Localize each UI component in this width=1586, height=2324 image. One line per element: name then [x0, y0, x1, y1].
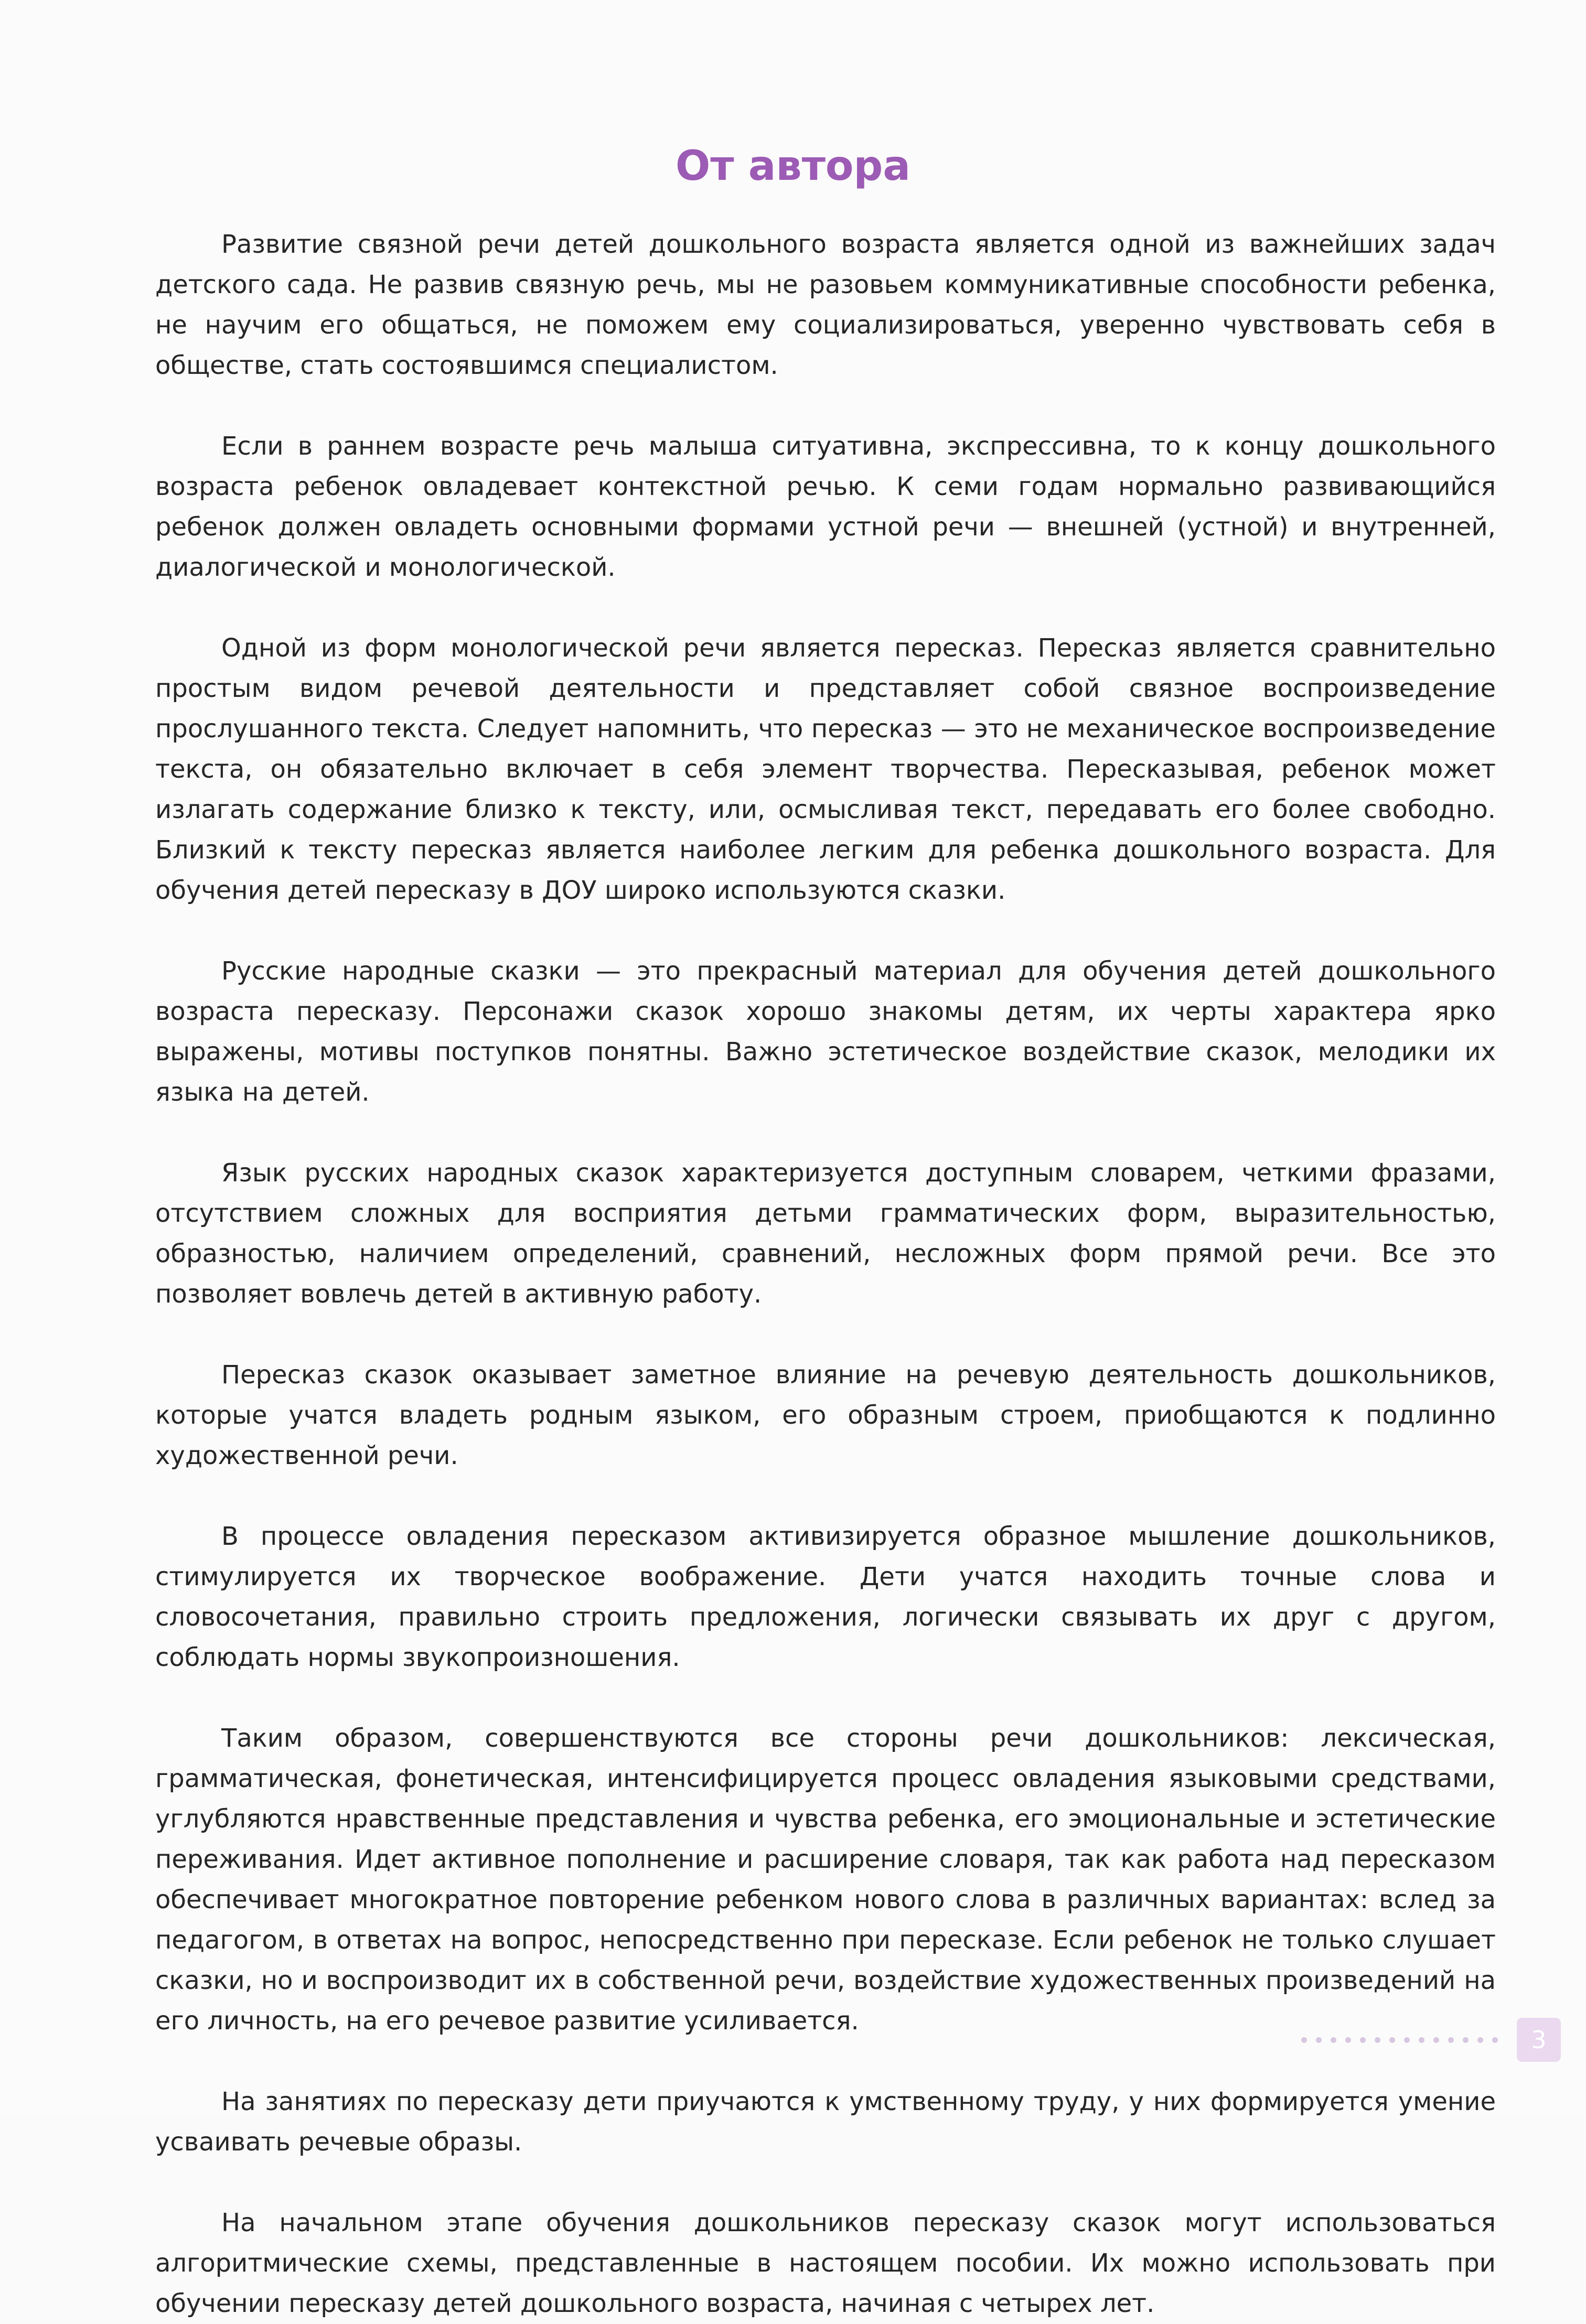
dot-decoration [1419, 2037, 1424, 2043]
dot-decoration [1448, 2037, 1454, 2043]
dot-decoration [1360, 2037, 1366, 2043]
page-number: 3 [1517, 2018, 1561, 2062]
paragraph: Одной из форм монологической речи является пересказ. Пересказ является сравнительно простым видом речевой деятельности и представляет собой связное воспроизведение прослушанного текста. Следует напомнить, что пересказ — это не механическое воспроизведение текста, он обязательно включает в себя элемент творчества. Пересказывая, ребенок может излагать содержание близко к тексту, или, осмысливая текст, передавать его более свободно. Близкий к тексту пересказ является наиболее легким для ребенка дошкольного возраста. Для обучения детей пересказу в ДОУ широко используются сказки. [155, 633, 1496, 905]
paragraph: Язык русских народных сказок характеризуется доступным словарем, четкими фразами, отсутствием сложных для восприятия детьми грамматических форм, выразительностью, образностью, наличием определений, сравнений, несложных форм прямой речи. Все это позволяет вовлечь детей в активную работу. [155, 1158, 1496, 1309]
paragraph: На занятиях по пересказу дети приучаются к умственному труду, у них формируется умение усваивать речевые образы. [155, 2087, 1496, 2157]
dot-decoration [1389, 2037, 1395, 2043]
paragraph: Если в раннем возрасте речь малыша ситуативна, экспрессивна, то к концу дошкольного возраста ребенок овладевает контекстной речью. К семи годам нормально развивающийся ребенок должен овладеть основными формами устной речи — внешней (устной) и внутренней, диалогической и монологической. [155, 432, 1496, 582]
paragraph: Таким образом, совершенствуются все стороны речи дошкольников: лексическая, грамматическая, фонетическая, интенсифицируется процесс овладения языковыми средствами, углубляются нравственные представления и чувства ребенка, его эмоциональные и эстетические переживания. Идет активное пополнение и расширение словаря, так как работа над пересказом обеспечивает многократное повторение ребенком нового слова в различных вариантах: вслед за педагогом, в ответах на вопрос, непосредственно при пересказе. Если ребенок не только слушает сказки, но и воспроизводит их в собственной речи, воздействие художественных произведений на его личность, на его речевое развитие усиливается. [155, 1724, 1496, 2036]
paragraph: Развитие связной речи детей дошкольного возраста является одной из важнейших задач детского сада. Не развив связную речь, мы не разовьем коммуникативные способности ребенка, не научим его общаться, не поможем ему социализироваться, уверенно чувствовать себя в обществе, стать состоявшимся специалистом. [155, 230, 1496, 380]
dot-decoration [1345, 2037, 1351, 2043]
paragraph: На начальном этапе обучения дошкольников пересказу сказок могут использоваться алгоритмические схемы, представленные в настоящем пособии. Их можно использовать при обучении пересказу детей дошкольного возраста, начиная с четырех лет. [155, 2208, 1496, 2318]
paragraph: Пересказ сказок оказывает заметное влияние на речевую деятельность дошкольников, которые учатся владеть родным языком, его образным строем, приобщаются к подлинно художественной речи. [155, 1360, 1496, 1470]
paragraph: В процессе овладения пересказом активизируется образное мышление дошкольников, стимулируется их творческое воображение. Дети учатся находить точные слова и словосочетания, правильно строить предложения, логически связывать их друг с другом, соблюдать нормы звукопроизношения. [155, 1522, 1496, 1672]
dot-decoration [1404, 2037, 1410, 2043]
dot-decoration [1463, 2037, 1469, 2043]
paragraph: Русские народные сказки — это прекрасный материал для обучения детей дошкольного возраста пересказу. Персонажи сказок хорошо знакомы детям, их черты характера ярко выражены, мотивы поступков понятны. Важно эстетическое воздействие сказок, мелодики их языка на детей. [155, 956, 1496, 1107]
body-text [155, 224, 1496, 2324]
page-title: От автора [676, 143, 910, 190]
dot-decoration [1375, 2037, 1380, 2043]
page-footer [1301, 2018, 1561, 2062]
dot-decoration [1492, 2037, 1498, 2043]
dot-decoration [1477, 2037, 1483, 2043]
footer-dots [1301, 2037, 1498, 2043]
dot-decoration [1301, 2037, 1307, 2043]
dot-decoration [1316, 2037, 1322, 2043]
dot-decoration [1331, 2037, 1336, 2043]
dot-decoration [1433, 2037, 1439, 2043]
